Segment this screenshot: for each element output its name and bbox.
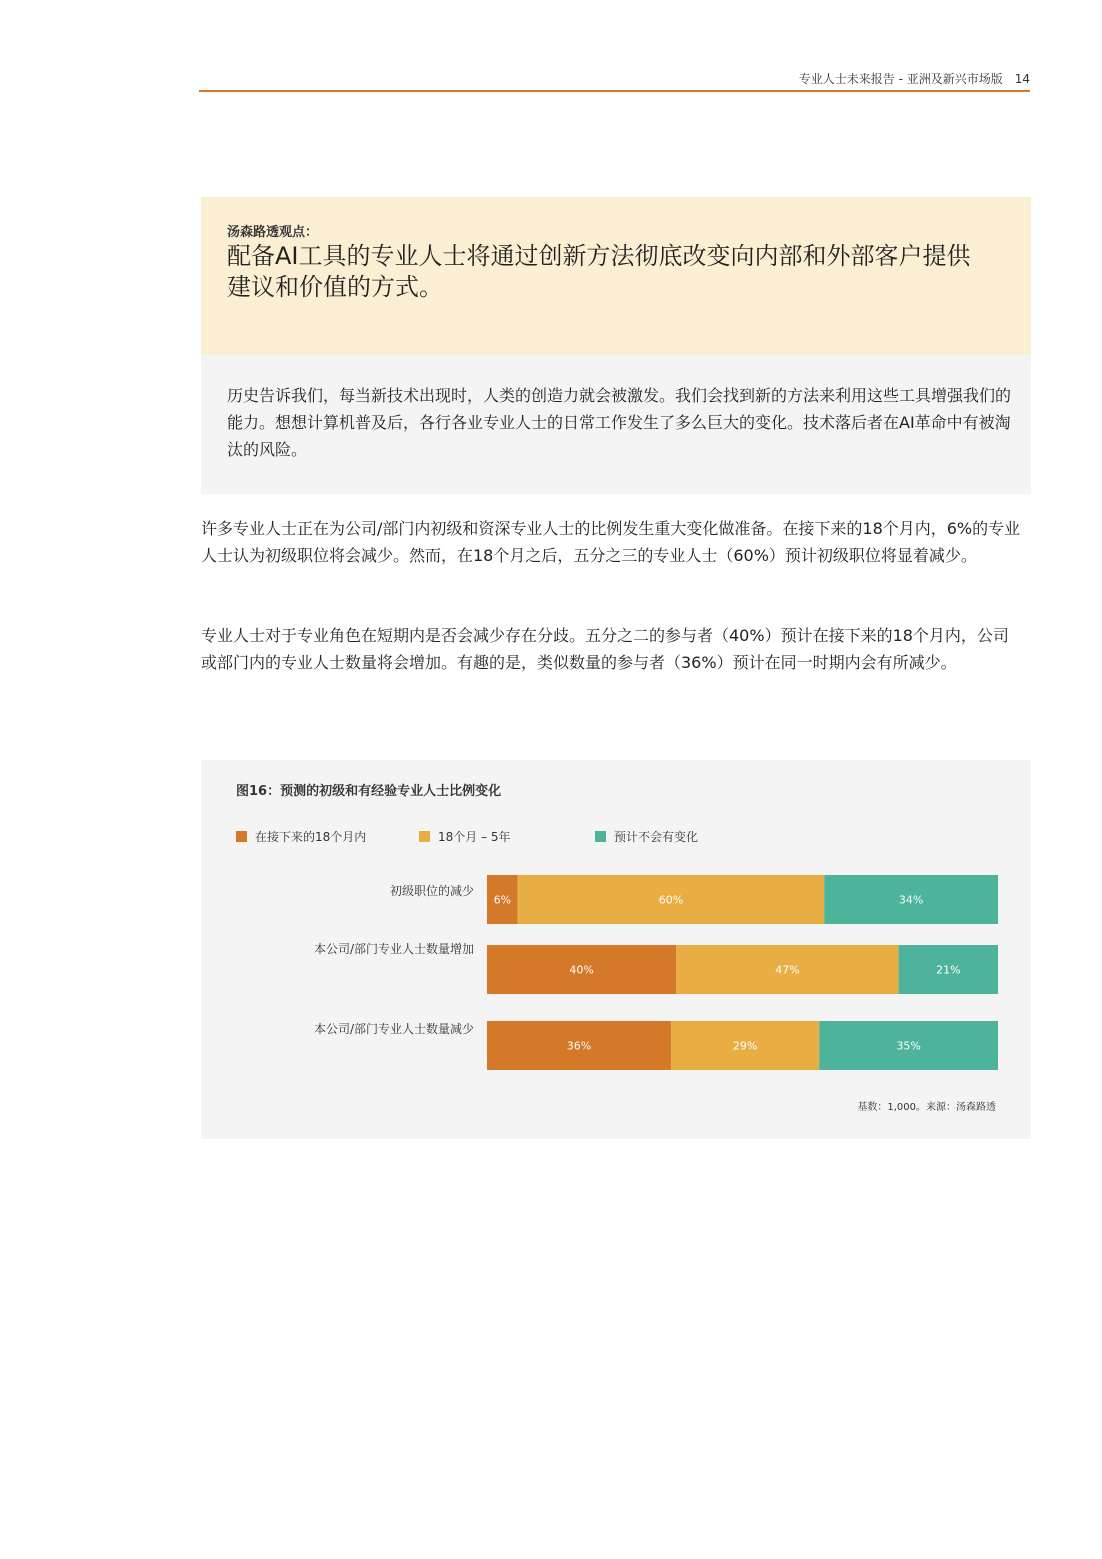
chart-source: 基数：1,000。来源：汤森路透 <box>857 1102 996 1113</box>
data-label: 6% <box>493 893 512 907</box>
callout-box <box>201 355 1031 494</box>
stacked-bar-chart <box>201 760 1031 1139</box>
data-label: 35% <box>896 1039 921 1053</box>
category-label: 本公司/部门专业人士数量减少 <box>313 1022 474 1036</box>
chart-title: 图16：预测的初级和有经验专业人士比例变化 <box>236 784 502 799</box>
data-label: 47% <box>775 963 800 977</box>
data-label: 29% <box>732 1039 758 1053</box>
data-label: 36% <box>566 1039 592 1053</box>
insight-box <box>201 197 1031 355</box>
data-label: 21% <box>936 963 961 977</box>
report-title-text: 专业人士未来报告 - 亚洲及新兴市场版 <box>798 72 1003 86</box>
category-label: 本公司/部门专业人士数量增加 <box>313 942 474 956</box>
body-paragraph-1: 许多专业人士正在为公司/部门内初级和资深专业人士的比例发生重大变化做准备。在接下来的18个月内，6%的专业人士认为初级职位将会减少。然而，在18个月之后，五分之三的专业人士（60%）预计初级职位将显着减少。 <box>201 519 1021 565</box>
page-number: 14 <box>1014 72 1030 86</box>
legend-label: 18个月 – 5年 <box>438 830 511 844</box>
callout-text: 历史告诉我们，每当新技术出现时，人类的创造力就会被激发。我们会找到新的方法来利用这些工具增强我们的能力。想想计算机普及后，各行各业专业人士的日常工作发生了多么巨大的变化。技术落后者在AI革命中有被淘汰的风险。 <box>227 386 1012 459</box>
category-label: 初级职位的减少 <box>389 884 474 898</box>
data-label: 40% <box>569 963 594 977</box>
chart-panel <box>201 760 1031 1139</box>
data-label: 34% <box>898 893 924 907</box>
page-header <box>199 68 1030 92</box>
legend-label: 在接下来的18个月内 <box>255 830 367 844</box>
report-title <box>799 70 1030 87</box>
insight-label: 汤森路透观点： <box>227 225 319 240</box>
legend-label: 预计不会有变化 <box>614 830 699 844</box>
data-label: 60% <box>658 893 684 907</box>
insight-title: 配备AI工具的专业人士将通过创新方法彻底改变向内部和外部客户提供建议和价值的方式。 <box>227 242 971 301</box>
body-paragraph-2: 专业人士对于专业角色在短期内是否会减少存在分歧。五分之二的参与者（40%）预计在接下来的18个月内，公司或部门内的专业人士数量将会增加。有趣的是，类似数量的参与者（36%）预计在同一时期内会有所减少。 <box>201 626 1009 672</box>
